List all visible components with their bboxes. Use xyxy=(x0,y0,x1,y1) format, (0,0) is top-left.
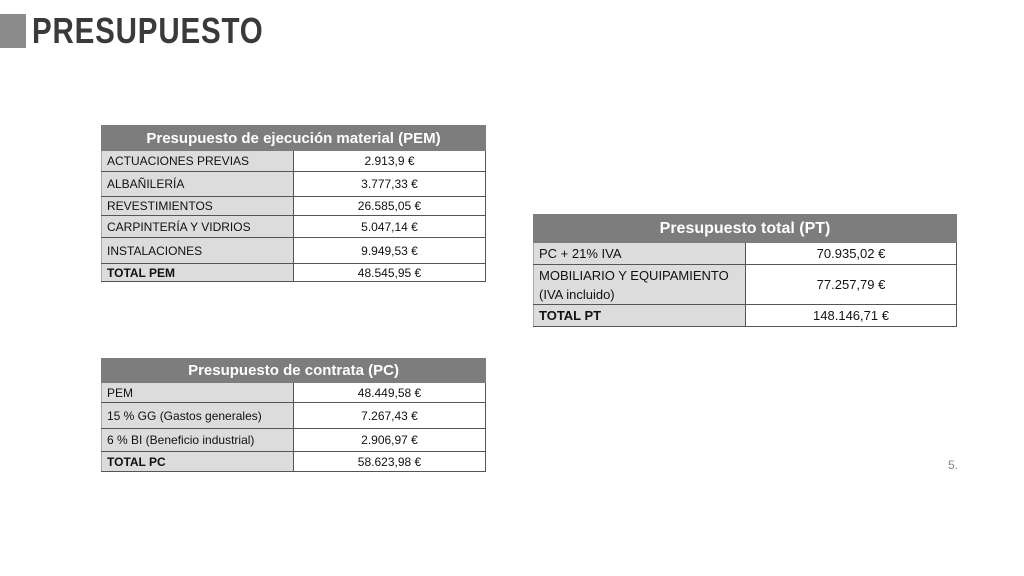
table-row xyxy=(102,172,486,197)
row-value: 3.777,33 € xyxy=(294,172,486,197)
table-row xyxy=(102,383,486,403)
pt-table-header: Presupuesto total (PT) xyxy=(534,215,957,243)
table-row xyxy=(534,243,957,265)
row-value: 48.545,95 € xyxy=(294,264,486,282)
row-label: INSTALACIONES xyxy=(102,238,294,264)
pt-table xyxy=(533,214,957,327)
table-row xyxy=(102,216,486,238)
row-label: 15 % GG (Gastos generales) xyxy=(102,403,294,429)
table-row xyxy=(102,403,486,429)
page-title: PRESUPUESTO xyxy=(32,10,264,51)
table-row xyxy=(102,197,486,216)
title-accent-block xyxy=(0,14,26,48)
table-row xyxy=(102,238,486,264)
row-value: 70.935,02 € xyxy=(746,243,957,265)
row-value: 148.146,71 € xyxy=(746,305,957,327)
row-value: 9.949,53 € xyxy=(294,238,486,264)
table-row xyxy=(534,265,957,305)
row-value: 2.913,9 € xyxy=(294,151,486,172)
page-number: 5. xyxy=(947,458,958,472)
row-label: TOTAL PT xyxy=(534,305,746,327)
row-label: ACTUACIONES PREVIAS xyxy=(102,151,294,172)
row-value: 26.585,05 € xyxy=(294,197,486,216)
row-label: PEM xyxy=(102,383,294,403)
row-label-multiline xyxy=(534,265,746,305)
table-row xyxy=(102,429,486,452)
row-value: 58.623,98 € xyxy=(294,452,486,472)
row-label-line-2: (IVA incluido) xyxy=(539,286,615,302)
row-label-line-1: MOBILIARIO Y EQUIPAMIENTO xyxy=(539,267,729,283)
row-label: REVESTIMIENTOS xyxy=(102,197,294,216)
row-label: PC + 21% IVA xyxy=(534,243,746,265)
row-label: 6 % BI (Beneficio industrial) xyxy=(102,429,294,452)
total-row xyxy=(102,452,486,472)
row-value: 5.047,14 € xyxy=(294,216,486,238)
row-label: TOTAL PEM xyxy=(102,264,294,282)
row-label: TOTAL PC xyxy=(102,452,294,472)
total-row xyxy=(102,264,486,282)
row-value: 77.257,79 € xyxy=(746,265,957,305)
total-row xyxy=(534,305,957,327)
pem-table xyxy=(101,125,486,282)
table-row xyxy=(102,151,486,172)
pc-table xyxy=(101,358,486,472)
row-value: 2.906,97 € xyxy=(294,429,486,452)
row-value: 48.449,58 € xyxy=(294,383,486,403)
pem-table-header: Presupuesto de ejecución material (PEM) xyxy=(102,126,486,151)
row-label: CARPINTERÍA Y VIDRIOS xyxy=(102,216,294,238)
row-value: 7.267,43 € xyxy=(294,403,486,429)
row-label: ALBAÑILERÍA xyxy=(102,172,294,197)
pc-table-header: Presupuesto de contrata (PC) xyxy=(102,359,486,383)
